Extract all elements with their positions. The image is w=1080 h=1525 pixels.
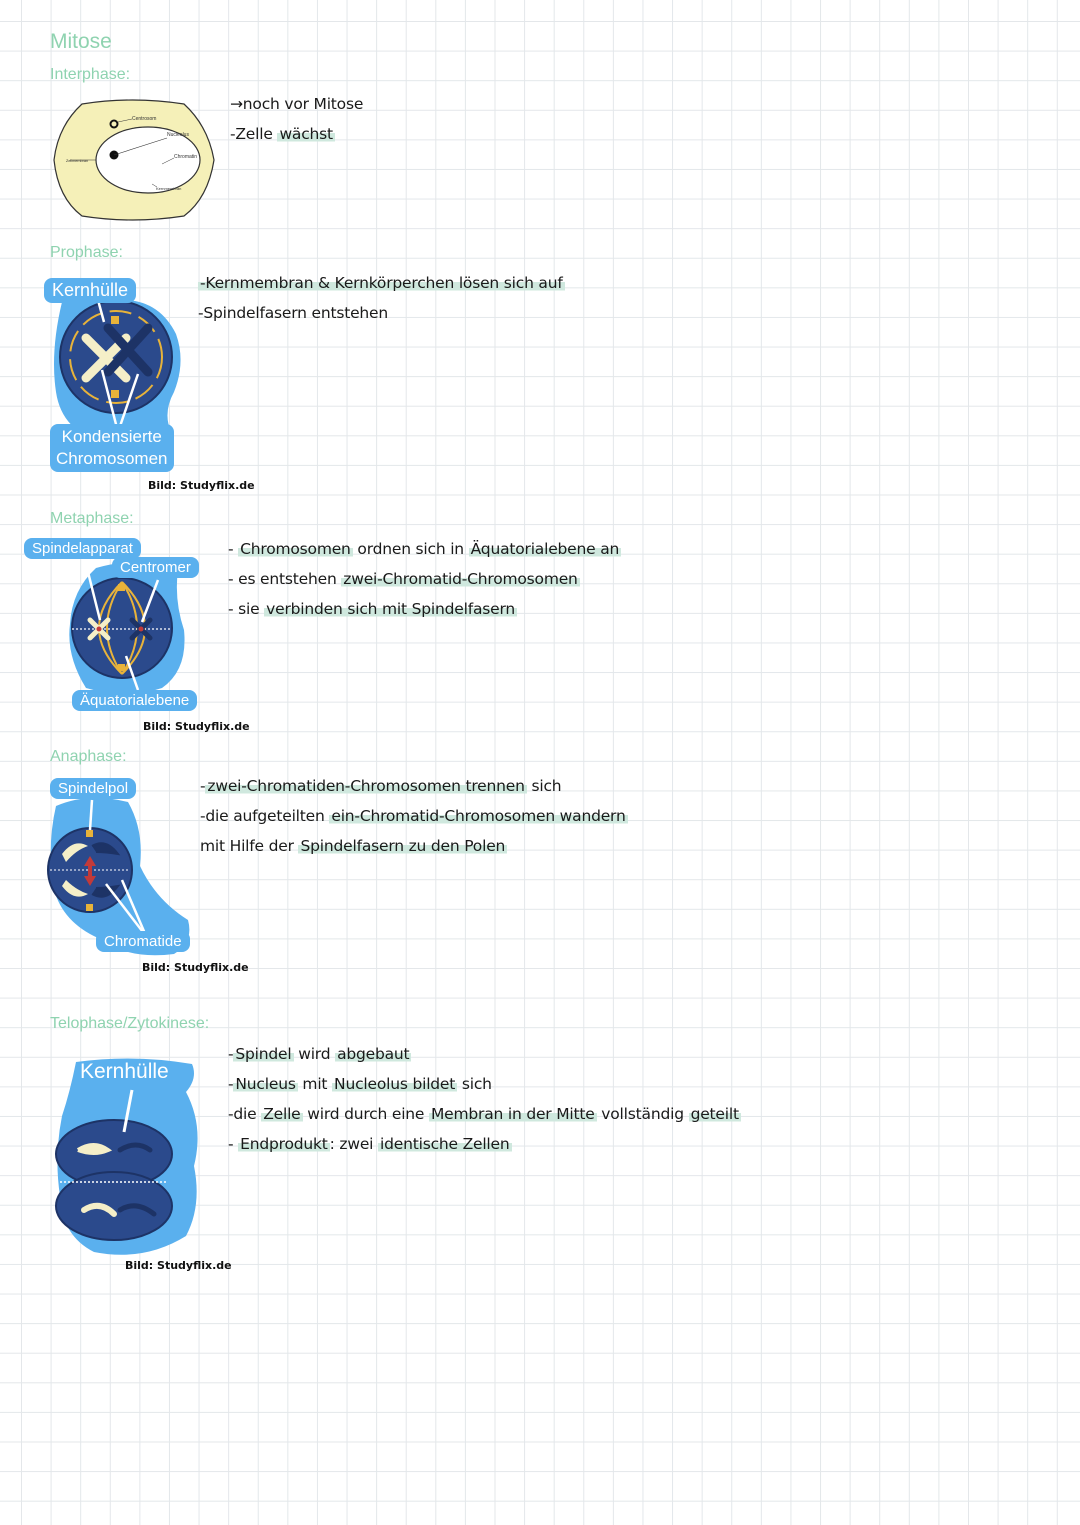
label-line: Chromosomen xyxy=(56,449,168,468)
label-spindelapparat: Spindelapparat xyxy=(24,538,141,559)
interphase-cell-diagram xyxy=(52,98,217,223)
anaphase-heading: Anaphase: xyxy=(50,748,127,765)
metaphase-notes xyxy=(228,534,621,624)
note-line: -Spindelfasern entstehen xyxy=(198,304,389,322)
note-line: - sie verbinden sich mit Spindelfasern xyxy=(228,600,515,618)
note-line: - Spindel wird abgebaut xyxy=(228,1045,410,1063)
label-centrosom: Centrosom xyxy=(132,116,157,122)
note-line: - es entstehen zwei-Chromatid-Chromosomen xyxy=(228,570,578,588)
note-line: -die aufgeteilten ein-Chromatid-Chromosomen wandern xyxy=(200,807,626,825)
label-centromer: Centromer xyxy=(112,557,199,578)
label-nucleolus: Nucleolus xyxy=(167,132,189,138)
anaphase-notes xyxy=(200,771,628,861)
note-line: - zwei-Chromatiden-Chromosomen trennen sich xyxy=(200,777,562,795)
label-spindelpol: Spindelpol xyxy=(50,778,136,799)
note-line: →noch vor Mitose xyxy=(230,95,364,113)
page-title: Mitose xyxy=(50,30,112,53)
telophase-heading: Telophase/Zytokinese: xyxy=(50,1015,210,1032)
image-credit: Bild: Studyflix.de xyxy=(148,479,255,492)
note-line: - Endprodukt : zwei identische Zellen xyxy=(228,1135,510,1153)
note-line: -Kernmembran & Kernkörperchen lösen sich auf xyxy=(200,274,563,292)
label-kernhuelle: Kernhülle xyxy=(80,1060,169,1083)
label-aequatorialebene: Äquatorialebene xyxy=(72,690,197,711)
metaphase-heading: Metaphase: xyxy=(50,510,134,527)
label-zellmembran: Zellmembran xyxy=(66,159,89,163)
prophase-heading: Prophase: xyxy=(50,244,123,261)
label-line: Kondensierte xyxy=(61,427,162,446)
note-line: mit Hilfe der Spindelfasern zu den Polen xyxy=(200,837,506,855)
note-line: -Zelle wächst xyxy=(230,125,333,143)
label-kondensierte-chromosomen xyxy=(50,424,174,472)
prophase-notes xyxy=(198,268,565,328)
label-chromatin: Chromatin xyxy=(174,154,198,160)
label-chromatide: Chromatide xyxy=(96,931,190,952)
interphase-notes xyxy=(230,89,363,149)
label-kernhuelle: Kernhülle xyxy=(44,278,136,303)
note-line: - Nucleus mit Nucleolus bildet sich xyxy=(228,1075,492,1093)
note-line: -die Zelle wird durch eine Membran in der Mitte vollständig geteilt xyxy=(228,1105,739,1123)
interphase-heading: Interphase: xyxy=(50,66,131,83)
telophase-diagram xyxy=(54,1056,204,1261)
note-line: - Chromosomen ordnen sich in Äquatorialebene an xyxy=(228,540,620,558)
label-kernmembran: Kernmembran xyxy=(156,186,182,191)
metaphase-diagram xyxy=(66,560,206,710)
image-credit: Bild: Studyflix.de xyxy=(125,1259,232,1272)
image-credit: Bild: Studyflix.de xyxy=(143,720,250,733)
telophase-notes xyxy=(228,1039,741,1159)
image-credit: Bild: Studyflix.de xyxy=(142,961,249,974)
